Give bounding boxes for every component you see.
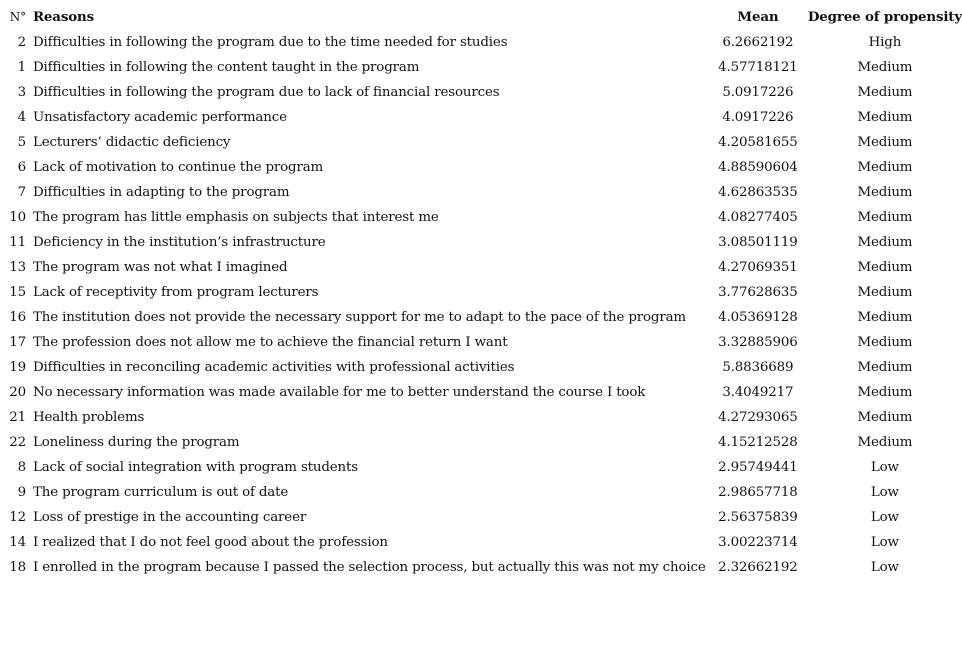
- row-degree: Medium: [857, 210, 913, 225]
- row-mean: 4.0917226: [722, 110, 794, 125]
- row-number: 5: [17, 135, 26, 150]
- row-number: 3: [17, 85, 26, 100]
- row-reason: I enrolled in the program because I passed the selection process, but actually this was not my choice: [32, 560, 706, 575]
- row-degree: Low: [870, 560, 899, 575]
- row-reason: The institution does not provide the necessary support for me to adapt to the pace of the program: [32, 310, 686, 325]
- row-degree: Medium: [857, 285, 913, 300]
- row-number: 17: [9, 335, 26, 350]
- row-mean: 3.77628635: [718, 285, 798, 300]
- table-row: [4, 530, 962, 555]
- header-mean: Mean: [737, 9, 779, 25]
- row-number: 10: [9, 210, 26, 225]
- row-mean: 3.00223714: [718, 535, 798, 550]
- row-reason: Lack of social integration with program students: [32, 460, 358, 475]
- row-degree: Medium: [857, 60, 913, 75]
- table-row: [4, 405, 962, 430]
- row-degree: Low: [870, 510, 899, 525]
- row-number: 21: [9, 410, 26, 425]
- table-row: [4, 455, 962, 480]
- row-degree: Medium: [857, 385, 913, 400]
- row-reason: Lack of motivation to continue the program: [32, 160, 324, 175]
- table-row: [4, 555, 962, 580]
- row-degree: Low: [870, 460, 899, 475]
- row-number: 9: [17, 485, 26, 500]
- row-reason: Loss of prestige in the accounting career: [32, 510, 307, 525]
- row-reason: Health problems: [32, 410, 145, 425]
- row-number: 16: [9, 310, 26, 325]
- row-degree: Medium: [857, 160, 913, 175]
- table-row: [4, 30, 962, 55]
- row-number: 20: [9, 385, 26, 400]
- row-mean: 3.08501119: [718, 235, 798, 250]
- row-mean: 3.32885906: [718, 335, 798, 350]
- row-mean: 4.15212528: [718, 435, 798, 450]
- row-number: 1: [17, 60, 26, 75]
- table-row: [4, 380, 962, 405]
- row-number: 6: [17, 160, 26, 175]
- row-mean: 2.95749441: [718, 460, 798, 475]
- row-mean: 2.98657718: [718, 485, 798, 500]
- row-number: 12: [9, 510, 26, 525]
- table-row: [4, 180, 962, 205]
- row-reason: Difficulties in following the program due to the time needed for studies: [32, 35, 508, 50]
- row-mean: 3.4049217: [722, 385, 794, 400]
- row-reason: Deficiency in the institution’s infrastructure: [32, 235, 326, 250]
- row-degree: Medium: [857, 435, 913, 450]
- table-row: [4, 130, 962, 155]
- row-mean: 6.2662192: [722, 35, 794, 50]
- row-reason: Unsatisfactory academic performance: [32, 110, 287, 125]
- row-degree: Low: [870, 485, 899, 500]
- row-degree: Medium: [857, 360, 913, 375]
- row-reason: Loneliness during the program: [32, 435, 240, 450]
- table-body: [4, 30, 962, 580]
- row-degree: Medium: [857, 260, 913, 275]
- header-reasons: Reasons: [32, 9, 94, 25]
- header-number: N°: [9, 10, 26, 24]
- row-mean: 5.8836689: [722, 360, 794, 375]
- row-mean: 4.88590604: [718, 160, 798, 175]
- row-number: 11: [9, 235, 26, 250]
- table-row: [4, 155, 962, 180]
- row-mean: 4.20581655: [718, 135, 798, 150]
- row-number: 8: [17, 460, 26, 475]
- row-mean: 4.27293065: [718, 410, 798, 425]
- row-number: 2: [17, 35, 26, 50]
- row-reason: No necessary information was made available for me to better understand the course I took: [32, 385, 646, 400]
- row-number: 13: [9, 260, 26, 275]
- row-reason: Difficulties in adapting to the program: [32, 185, 290, 200]
- row-degree: Medium: [857, 235, 913, 250]
- row-mean: 2.56375839: [718, 510, 798, 525]
- propensity-table: [4, 5, 962, 580]
- row-mean: 4.57718121: [718, 60, 798, 75]
- row-reason: Lecturers’ didactic deficiency: [32, 135, 231, 150]
- row-degree: Medium: [857, 335, 913, 350]
- row-reason: Lack of receptivity from program lecturers: [32, 285, 319, 300]
- table-row: [4, 355, 962, 380]
- table-row: [4, 80, 962, 105]
- row-degree: Medium: [857, 185, 913, 200]
- row-number: 7: [17, 185, 26, 200]
- table-row: [4, 205, 962, 230]
- table-row: [4, 255, 962, 280]
- table-row: [4, 505, 962, 530]
- row-degree: Medium: [857, 110, 913, 125]
- row-reason: Difficulties in following the content taught in the program: [32, 60, 420, 75]
- table-row: [4, 305, 962, 330]
- table-row: [4, 55, 962, 80]
- row-reason: The program has little emphasis on subjects that interest me: [32, 210, 439, 225]
- row-reason: I realized that I do not feel good about the profession: [32, 535, 388, 550]
- header-degree: Degree of propensity: [807, 9, 962, 25]
- row-number: 18: [9, 560, 26, 575]
- row-number: 19: [9, 360, 26, 375]
- row-mean: 2.32662192: [718, 560, 798, 575]
- table-row: [4, 330, 962, 355]
- row-mean: 4.08277405: [718, 210, 798, 225]
- row-reason: Difficulties in reconciling academic activities with professional activities: [32, 360, 515, 375]
- row-mean: 4.05369128: [718, 310, 798, 325]
- row-mean: 5.0917226: [722, 85, 794, 100]
- row-number: 22: [9, 435, 26, 450]
- row-reason: The profession does not allow me to achieve the financial return I want: [32, 335, 508, 350]
- row-number: 4: [17, 110, 26, 125]
- row-reason: Difficulties in following the program due to lack of financial resources: [32, 85, 500, 100]
- row-degree: Medium: [857, 410, 913, 425]
- row-degree: Low: [870, 535, 899, 550]
- table-header-row: [4, 5, 962, 30]
- row-degree: Medium: [857, 135, 913, 150]
- table-row: [4, 280, 962, 305]
- row-number: 15: [9, 285, 26, 300]
- row-number: 14: [9, 535, 26, 550]
- table-row: [4, 480, 962, 505]
- row-reason: The program curriculum is out of date: [32, 485, 289, 500]
- table-row: [4, 105, 962, 130]
- row-mean: 4.27069351: [718, 260, 798, 275]
- row-reason: The program was not what I imagined: [32, 260, 288, 275]
- table-row: [4, 230, 962, 255]
- row-mean: 4.62863535: [718, 185, 798, 200]
- table-row: [4, 430, 962, 455]
- row-degree: High: [868, 35, 902, 50]
- row-degree: Medium: [857, 310, 913, 325]
- row-degree: Medium: [857, 85, 913, 100]
